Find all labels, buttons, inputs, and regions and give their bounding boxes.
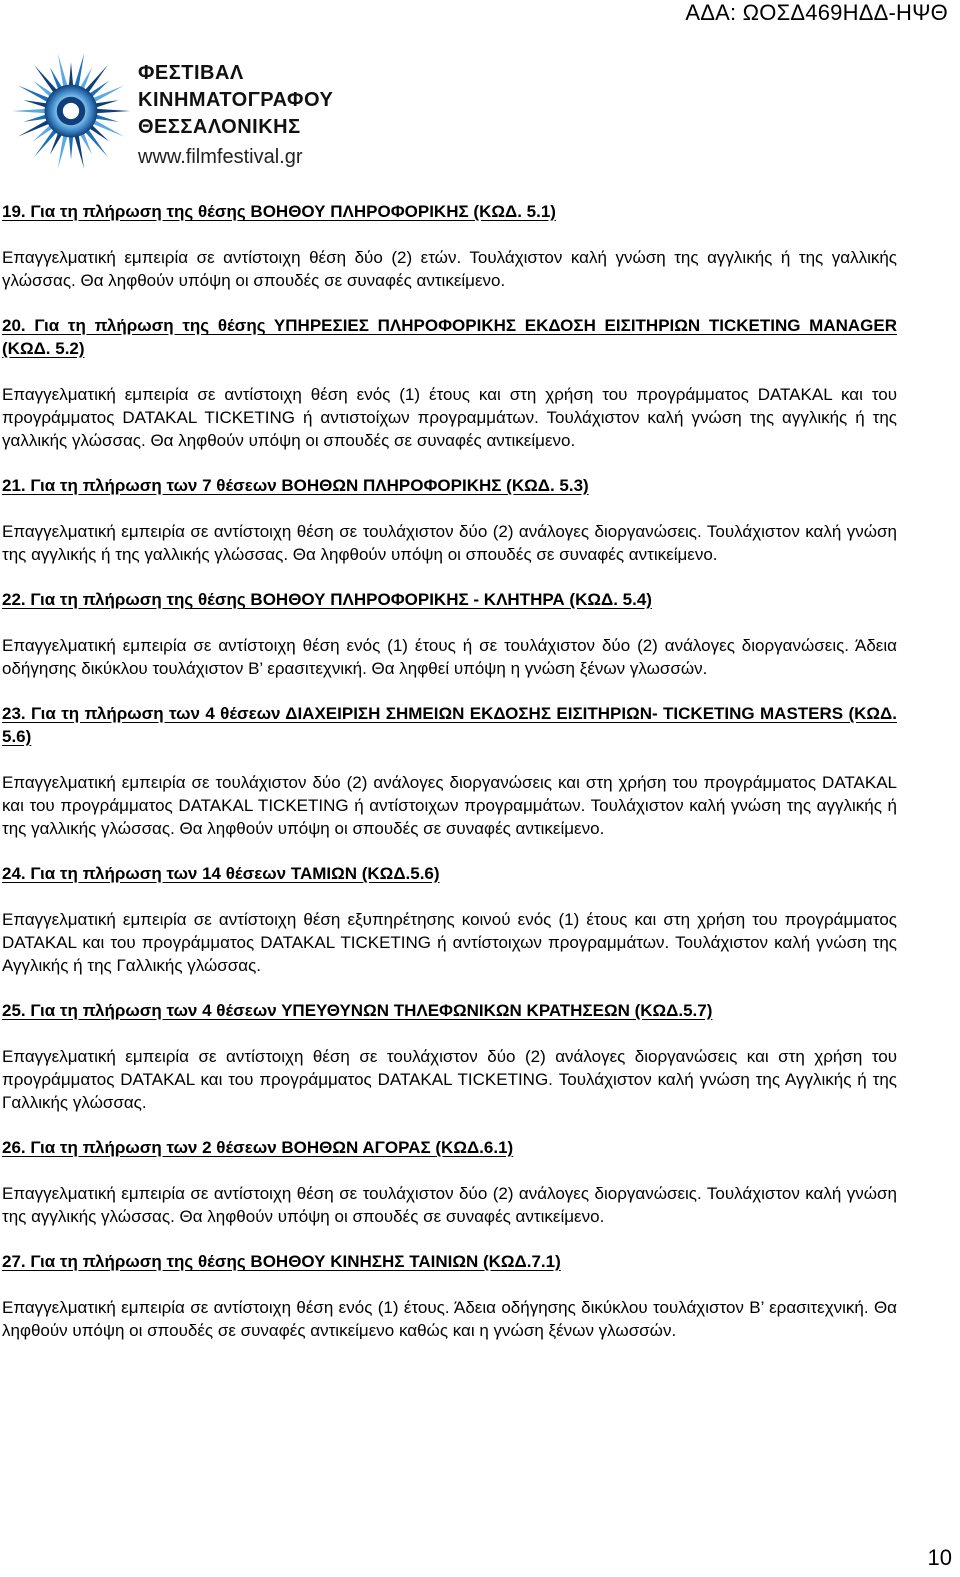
sun-ray-icon bbox=[23, 114, 47, 122]
section-heading: 27. Για τη πλήρωση της θέσης ΒΟΗΘΟΥ ΚΙΝΗΣΗΣ ΤΑΙΝΙΩΝ (ΚΩΔ.7.1) bbox=[2, 1252, 561, 1271]
section-26 bbox=[2, 1136, 897, 1228]
section-23 bbox=[2, 702, 897, 840]
sun-ray-icon bbox=[58, 54, 68, 88]
logo-line-1: ΦΕΣΤΙΒΑΛ bbox=[138, 62, 244, 84]
sun-ray-icon bbox=[23, 100, 47, 108]
section-body: Επαγγελματική εμπειρία σε αντίστοιχη θέση δύο (2) ετών. Τουλάχιστον καλή γνώση της αγγλικής ή της γαλλικής γλώσσας. Θα ληφθούν υπόψη οι σπουδές σε συναφές αντικείμενο. bbox=[2, 248, 897, 290]
section-body: Επαγγελματική εμπειρία σε αντίστοιχη θέση σε τουλάχιστον δύο (2) ανάλογες διοργανώσεις και στη χρήση του προγράμματος DATAKAL και του προγράμματος DATAKAL TICKETING. Τουλάχιστον καλή γνώση της Αγγλικής ή της Γαλλικής γλώσσας. bbox=[2, 1047, 897, 1112]
section-heading: 23. Για τη πλήρωση των 4 θέσεων ΔΙΑΧΕΙΡΙΣΗ ΣΗΜΕΙΩΝ ΕΚΔΟΣΗΣ ΕΙΣΙΤΗΡΙΩΝ- TICKETING MASTERS (ΚΩΔ. 5.6) bbox=[2, 704, 897, 746]
sun-ray-icon bbox=[74, 54, 84, 88]
logo-line-3: ΘΕΣΣΑΛΟΝΙΚΗΣ bbox=[138, 116, 301, 138]
document-ada-code: ΑΔΑ: ΩΟΣΔ469ΗΔΔ-ΗΨΘ bbox=[685, 0, 948, 25]
logo-line-2: ΚΙΝΗΜΑΤΟΓΡΑΦΟΥ bbox=[138, 89, 334, 111]
sun-ray-icon bbox=[69, 135, 73, 160]
sun-ray-icon bbox=[94, 114, 118, 122]
section-heading: 24. Για τη πλήρωση των 14 θέσεων ΤΑΜΙΩΝ (ΚΩΔ.5.6) bbox=[2, 864, 440, 883]
sun-ray-icon bbox=[58, 134, 68, 168]
sun-ray-icon bbox=[84, 129, 107, 157]
sun-ray-icon bbox=[34, 65, 57, 93]
section-heading: 21. Για τη πλήρωση των 7 θέσεων ΒΟΗΘΩΝ ΠΛΗΡΟΦΟΡΙΚΗΣ (ΚΩΔ. 5.3) bbox=[2, 476, 589, 495]
sun-ray-icon bbox=[92, 85, 124, 102]
section-22 bbox=[2, 588, 897, 680]
section-body: Επαγγελματική εμπειρία σε αντίστοιχη θέση ενός (1) έτους και στη χρήση του προγράμματος DATAKAL και του προγράμματος DATAKAL TICKETING ή αντιστοίχων προγραμμάτων. Τουλάχιστον καλή γνώση της αγγλικής ή της γαλλικής γλώσσας. Θα ληφθούν υπόψη οι σπουδές σε συναφές αντικείμενο. bbox=[2, 385, 897, 450]
sun-ray-icon bbox=[74, 134, 84, 168]
section-heading: 22. Για τη πλήρωση της θέσης ΒΟΗΘΟΥ ΠΛΗΡΟΦΟΡΙΚΗΣ - ΚΛΗΤΗΡΑ (ΚΩΔ. 5.4) bbox=[2, 590, 652, 609]
page-number: 10 bbox=[927, 1545, 952, 1570]
section-body: Επαγγελματική εμπειρία σε τουλάχιστον δύο (2) ανάλογες διοργανώσεις και στη χρήση του προγράμματος DATAKAL και του προγράμματος DATAKAL TICKETING ή αντίστοιχων προγραμμάτων. Τουλάχιστον καλή γνώση της αγγλικής ή της γαλλικής γλώσσας. Θα ληφθούν υπόψη οι σπουδές σε συναφές αντικείμενο. bbox=[2, 773, 897, 838]
section-24 bbox=[2, 862, 897, 977]
sun-ray-icon bbox=[94, 100, 118, 108]
sun-ray-icon bbox=[12, 109, 47, 113]
sun-ray-icon bbox=[95, 109, 130, 113]
festival-logo bbox=[10, 50, 370, 170]
section-heading: 20. Για τη πλήρωση της θέσης ΥΠΗΡΕΣΙΕΣ ΠΛΗΡΟΦΟΡΙΚΗΣ ΕΚΔΟΣΗ ΕΙΣΙΤΗΡΙΩΝ TICKETING MANAGER (ΚΩΔ. 5.2) bbox=[2, 316, 897, 358]
section-heading: 26. Για τη πλήρωση των 2 θέσεων ΒΟΗΘΩΝ ΑΓΟΡΑΣ (ΚΩΔ.6.1) bbox=[2, 1138, 514, 1157]
section-19 bbox=[2, 200, 897, 292]
section-20 bbox=[2, 314, 897, 452]
section-body: Επαγγελματική εμπειρία σε αντίστοιχη θέση σε τουλάχιστον δύο (2) ανάλογες διοργανώσεις. Τουλάχιστον καλή γνώση της αγγλικής ή της γαλλικής γλώσσας. Θα ληφθούν υπόψη οι σπουδές σε συναφές αντικείμενο. bbox=[2, 522, 897, 564]
sun-ray-icon bbox=[69, 62, 73, 87]
sun-emblem-icon bbox=[10, 50, 132, 172]
section-27 bbox=[2, 1250, 897, 1342]
section-body: Επαγγελματική εμπειρία σε αντίστοιχη θέση εξυπηρέτησης κοινού ενός (1) έτους και στη χρήση του προγράμματος DATAKAL και του προγράμματος DATAKAL TICKETING ή αντίστοιχων προγραμμάτων. Τουλάχιστον καλή γνώση της Αγγλικής ή της Γαλλικής γλώσσας. bbox=[2, 910, 897, 975]
section-body: Επαγγελματική εμπειρία σε αντίστοιχη θέση ενός (1) έτους ή σε τουλάχιστον δύο (2) ανάλογες διοργανώσεις. Άδεια οδήγησης δικύκλου τουλάχιστον Β’ ερασιτεχνική. Θα ληφθεί υπόψη η γνώση ξένων γλωσσών. bbox=[2, 636, 897, 678]
section-heading: 25. Για τη πλήρωση των 4 θέσεων ΥΠΕΥΘΥΝΩΝ ΤΗΛΕΦΩΝΙΚΩΝ ΚΡΑΤΗΣΕΩΝ (ΚΩΔ.5.7) bbox=[2, 1001, 713, 1020]
logo-url: www.filmfestival.gr bbox=[138, 146, 303, 168]
section-body: Επαγγελματική εμπειρία σε αντίστοιχη θέση σε τουλάχιστον δύο (2) ανάλογες διοργανώσεις. Τουλάχιστον καλή γνώση της αγγλικής γλώσσας. Θα ληφθούν υπόψη οι σπουδές σε συναφές αντικείμενο. bbox=[2, 1184, 897, 1226]
sun-ray-icon bbox=[84, 65, 107, 93]
section-21 bbox=[2, 474, 897, 566]
sun-ray-icon bbox=[34, 129, 57, 157]
section-25 bbox=[2, 999, 897, 1114]
sun-ray-icon bbox=[18, 120, 50, 137]
sun-ray-icon bbox=[92, 120, 124, 137]
section-body: Επαγγελματική εμπειρία σε αντίστοιχη θέση ενός (1) έτους. Άδεια οδήγησης δικύκλου τουλάχιστον Β’ ερασιτεχνική. Θα ληφθούν υπόψη οι σπουδές σε συναφές αντικείμενο καθώς και η γνώση ξένων γλωσσών. bbox=[2, 1298, 897, 1340]
sun-ray-icon bbox=[18, 85, 50, 102]
positions-list bbox=[2, 200, 897, 1364]
section-heading: 19. Για τη πλήρωση της θέσης ΒΟΗΘΟΥ ΠΛΗΡΟΦΟΡΙΚΗΣ (ΚΩΔ. 5.1) bbox=[2, 202, 556, 221]
